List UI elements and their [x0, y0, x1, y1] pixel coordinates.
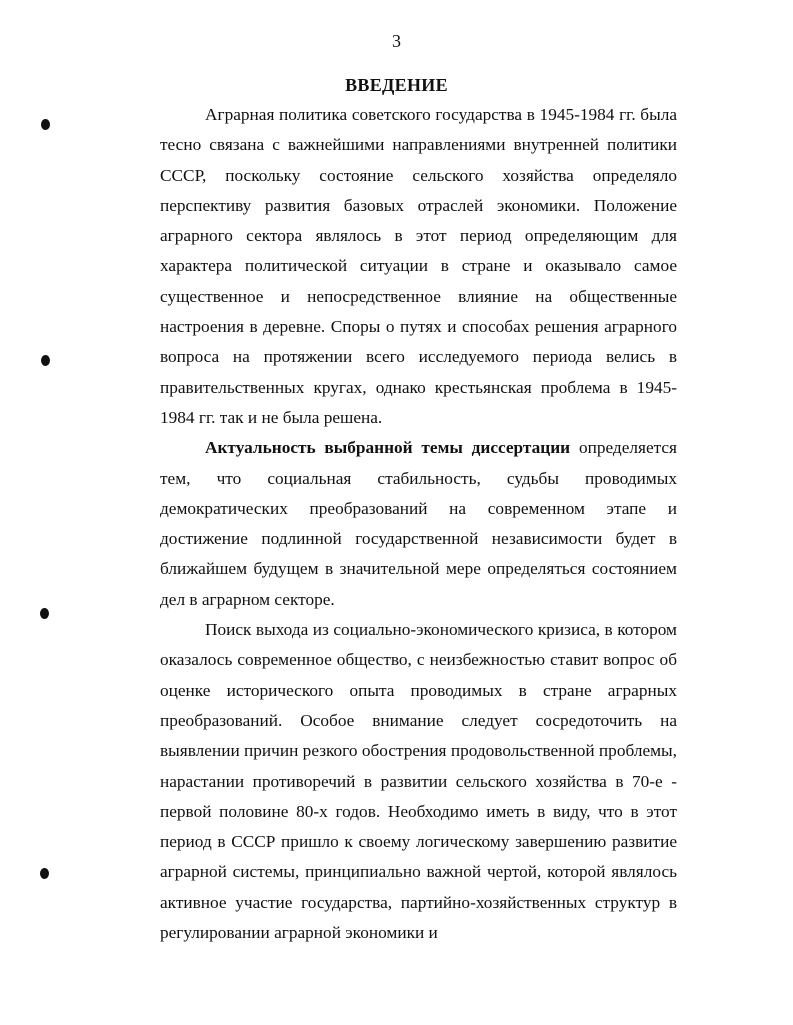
paragraph-3-text: Поиск выхода из социально-экономического кризиса, в котором оказалось современное общество, с неизбежностью ставит вопрос об оценке исторического опыта проводимых в стране аграрных преобразований. Особое внимание следует сосредоточить на выявлении причин резкого обострения продовольственной проблемы, нарастании противоречий в развитии сельского хозяйства в 70-е - первой половине 80-х годов. Необходимо иметь в виду, что в этот период в СССР пришло к своему логическому завершению развитие аграрной системы, принципиально важной чертой, которой являлось активное участие государства, партийно-хозяйственных структур в регулировании аграрной экономики и	[160, 620, 677, 943]
paragraph-1	[160, 100, 677, 433]
section-title: ВВЕДЕНИЕ	[345, 75, 448, 95]
paragraph-2	[160, 433, 677, 615]
punch-hole-mark	[41, 119, 50, 130]
paragraph-1-text: Аграрная политика советского государства в 1945-1984 гг. была тесно связана с важнейшими направлениями внутренней политики СССР, поскольку состояние сельского хозяйства определяло перспективу развития базовых отраслей экономики. Положение аграрного сектора являлось в этот период определяющим для характера политической ситуации в стране и оказывало самое существенное и непосредственное влияние на общественные настроения в деревне. Споры о путях и способах решения аграрного вопроса на протяжении всего исследуемого периода велись в правительственных кругах, однако крестьянская проблема в 1945-1984 гг. так и не была решена.	[160, 105, 677, 427]
punch-hole-mark	[40, 868, 49, 879]
punch-hole-mark	[41, 355, 50, 366]
punch-hole-mark	[40, 608, 49, 619]
body-text	[160, 100, 677, 948]
paragraph-2-lead: Актуальность выбранной темы диссертации	[205, 438, 571, 458]
page-number: 3	[392, 31, 401, 51]
paragraph-2-text: определяется тем, что социальная стабильность, судьбы проводимых демократических преобразований на современном этапе и достижение подлинной государственной независимости будет в ближайшем будущем в значительной мере определяться состоянием дел в аграрном секторе.	[160, 438, 677, 609]
paragraph-3	[160, 615, 677, 948]
